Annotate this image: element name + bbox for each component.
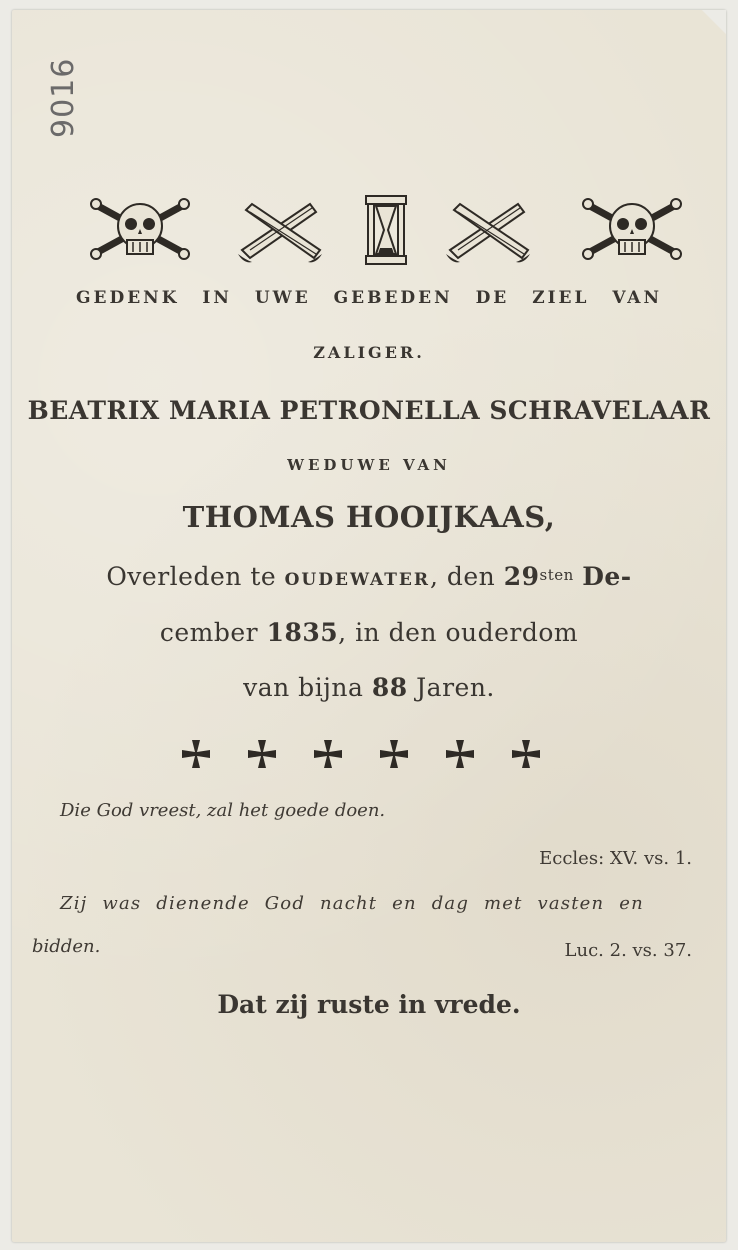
quote-2-line-1: Zij was dienende God nacht en dag met vasten en bbox=[60, 893, 644, 914]
death-line-2 bbox=[0, 618, 738, 647]
maltese-cross-icon bbox=[312, 738, 344, 770]
closing-line: Dat zij ruste in vrede. bbox=[217, 990, 521, 1019]
month-part-2: cember bbox=[159, 618, 259, 647]
died-comma: , den bbox=[429, 562, 496, 591]
quote-1: Die God vreest, zal het goede doen. bbox=[60, 800, 386, 821]
hourglass-icon bbox=[364, 194, 408, 266]
maltese-cross-icon bbox=[510, 738, 542, 770]
maltese-cross-icon bbox=[444, 738, 476, 770]
quote-2-line-2: bidden. bbox=[32, 936, 101, 957]
death-line-1 bbox=[0, 562, 738, 591]
month-part-1: De- bbox=[582, 562, 632, 591]
death-year: 1835 bbox=[266, 618, 339, 647]
skull-crossbones-icon bbox=[582, 194, 682, 266]
deceased-name: BEATRIX MARIA PETRONELLA SCHRAVELAAR bbox=[27, 396, 711, 425]
skull-crossbones-icon bbox=[90, 194, 190, 266]
maltese-cross-icon bbox=[180, 738, 212, 770]
crossed-torches-icon bbox=[236, 194, 326, 266]
crossed-torches-icon bbox=[444, 194, 534, 266]
maltese-cross-icon bbox=[246, 738, 278, 770]
husband-name: THOMAS HOOIJKAAS, bbox=[182, 500, 556, 534]
day-suffix: sten bbox=[539, 566, 574, 584]
cross-ornaments bbox=[180, 738, 550, 772]
maltese-cross-icon bbox=[378, 738, 410, 770]
age-value: 88 bbox=[371, 673, 408, 702]
age-prefix: , in den ouderdom bbox=[338, 618, 579, 647]
died-prefix: Overleden te bbox=[106, 562, 277, 591]
reference-1: Eccles: XV. vs. 1. bbox=[539, 848, 692, 869]
header-icons bbox=[90, 194, 686, 266]
age-line-a: van bijna bbox=[243, 673, 364, 702]
death-line-3 bbox=[0, 673, 738, 702]
death-day: 29 bbox=[503, 562, 540, 591]
reference-2: Luc. 2. vs. 37. bbox=[564, 940, 692, 961]
prayer-line-2: ZALIGER. bbox=[313, 343, 425, 362]
death-place: OUDEWATER bbox=[284, 570, 430, 590]
age-line-b: Jaren. bbox=[416, 673, 495, 702]
catalog-number-note: 9016 bbox=[46, 57, 81, 138]
prayer-line-1: GEDENK IN UWE GEBEDEN DE ZIEL VAN bbox=[76, 288, 662, 308]
widow-of-label: WEDUWE VAN bbox=[287, 456, 451, 474]
